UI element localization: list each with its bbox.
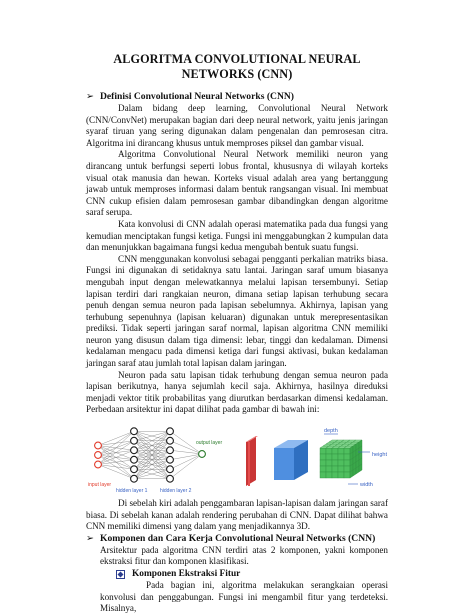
network-edge [98, 465, 134, 479]
cube-cell [344, 454, 350, 460]
network-node [131, 475, 138, 482]
figure-caption: Di sebelah kiri adalah penggambaran lapisan-lapisan dalam jaringan saraf biasa. Di sebelah kanan adalah rendering perubahan di CNN. Dapat dilihat bahwa CNN memiliki dimensi yang dalam yang menjadikannya 3D. [86, 498, 388, 532]
network-edge [98, 431, 134, 455]
cube-cell [344, 448, 350, 454]
section-heading-text: Komponen dan Cara Kerja Convolutional Neural Networks (CNN) [100, 532, 376, 544]
square-bullet-icon [116, 570, 125, 579]
network-node [167, 456, 174, 463]
cube-cell [320, 460, 326, 466]
cube-cell [332, 448, 338, 454]
output-layer-label: output layer [196, 440, 223, 447]
cube-cell [320, 466, 326, 472]
network-node [131, 437, 138, 444]
network-edge [170, 454, 202, 479]
network-node [167, 447, 174, 454]
cube-cell [332, 454, 338, 460]
cube-cell [332, 460, 338, 466]
network-edge [98, 460, 134, 465]
hidden-layer-2-label: hidden layer 2 [160, 488, 192, 495]
network-node [95, 461, 102, 468]
network-edge [98, 441, 134, 465]
cube-cell [326, 472, 332, 478]
cube-cell [338, 448, 344, 454]
input-volume-icon [246, 436, 258, 486]
section-heading-text: Definisi Convolutional Neural Networks (CNN) [100, 91, 295, 102]
cube-cell [332, 472, 338, 478]
arrow-bullet-icon: ➢ [86, 532, 95, 544]
cube-cell [338, 460, 344, 466]
network-edge [170, 454, 202, 469]
network-node [131, 466, 138, 473]
cube-cell [320, 472, 326, 478]
network-node [167, 475, 174, 482]
paragraph: Dalam bidang deep learning, Convolutional Neural Network (CNN/ConvNet) merupakan bagian dari deep neural network, yaitu jenis jaringan syaraf tiruan yang sering digunakan dalam pengenalan dan pemrosesan citra. Algoritma ini dirancang khusus untuk memproses piksel dan gambar visual. [86, 103, 388, 148]
network-edge [98, 431, 134, 445]
height-label: height [372, 452, 387, 459]
cube-cell [320, 454, 326, 460]
network-node [131, 456, 138, 463]
cube-cell [344, 460, 350, 466]
cube-cell [326, 460, 332, 466]
network-node [95, 452, 102, 459]
neural-network-diagram [86, 422, 236, 494]
paragraph: Algoritma Convolutional Neural Network memiliki neuron yang dirancang untuk berfungsi seperti lobus frontal, khususnya di wilayah korteks visual otak manusia dan hewan. Korteks visual adalah area yang bertanggung jawab untuk memproses informasi dalam bentuk rangsangan visual. Ini membuat CNN cukup efisien dalam pemrosesan gambar dibandingkan dengan algoritme saraf serupa. [86, 149, 388, 218]
network-node [131, 428, 138, 435]
cube-cell [326, 466, 332, 472]
section-heading-definition [86, 91, 388, 103]
paragraph: Kata konvolusi di CNN adalah operasi matematika pada dua fungsi yang kemudian menciptakan fungsi ketiga. Fungsi ini menggabungkan 2 kumpulan data dan menunjukkan bagaimana fungsi kedua mengubah bentuk suatu fungsi. [86, 218, 388, 253]
conv-volume-icon [274, 440, 308, 480]
network-node [167, 428, 174, 435]
subsection-heading-feature-extraction [86, 568, 388, 580]
network-edge [170, 454, 202, 460]
cnn-volume-diagram [238, 422, 388, 494]
input-layer-label: input layer [88, 482, 112, 489]
document-title: ALGORITMA CONVOLUTIONAL NEURAL NETWORKS (CNN) [113, 52, 361, 81]
depth-label: depth [324, 428, 338, 435]
network-node [167, 437, 174, 444]
cube-cell [338, 454, 344, 460]
width-label: width [360, 482, 373, 489]
network-node [131, 447, 138, 454]
network-node [95, 442, 102, 449]
network-edge [98, 465, 134, 470]
paragraph: Arsitektur pada algoritma CNN terdiri atas 2 komponen, yakni komponen ekstraksi fitur dan komponen klasifikasi. [100, 544, 388, 567]
cube-cell [344, 466, 350, 472]
subsection-heading-text: Komponen Ekstraksi Fitur [132, 569, 241, 579]
cube-cell [338, 466, 344, 472]
cube-cell [326, 448, 332, 454]
cube-cell [326, 454, 332, 460]
paragraph: CNN menggunakan konvolusi sebagai pengganti perkalian matriks biasa. Fungsi ini digunakan di setidaknya satu lantai. Jaringan saraf umum biasanya mengubah input dengan melewatkannya melalui lapisan tersembunyi. Setiap lapisan terdiri dari rangkaian neuron, dimana setiap lapisan terhubung secara penuh dengan semua neuron pada lapisan sebelumnya. Akhirnya, lapisan yang terhubung sepenuhnya (lapisan keluaran) digunakan untuk merepresentasikan prediksi. Tidak seperti jaringan saraf normal, lapisan algoritma CNN memiliki neuron yang disusun dalam tiga dimensi: lebar, tinggi dan kedalaman. Dimensi kedalaman mengacu pada dimensi ketiga dari fungsi aktivasi, bukan kedalaman jaringan saraf atau jumlah total lapisan dalam jaringan. [86, 253, 388, 369]
paragraph: Pada bagian ini, algoritma melakukan serangkaian operasi konvolusi dan penggabungan. Fungsi ini mengambil fitur yang terdeteksi. Misalnya, [100, 580, 388, 614]
paragraph: Neuron pada satu lapisan tidak terhubung dengan semua neuron pada lapisan berikutnya, hanya sejumlah kecil saja. Akhirnya, hasilnya direduksi menjadi vektor titik probabilitas yang diurutkan berdasarkan dimensi kedalaman. Perbedaan arsitektur ini dapat dilihat pada gambar di bawah ini: [86, 369, 388, 415]
arrow-bullet-icon: ➢ [86, 91, 95, 102]
cube-cell [332, 466, 338, 472]
output-volume-icon [320, 440, 362, 478]
cube-cell [344, 472, 350, 478]
architecture-figure [86, 422, 388, 494]
cube-cell [320, 448, 326, 454]
cube-cell [338, 472, 344, 478]
network-node [199, 451, 206, 458]
section-heading-components [86, 533, 388, 545]
network-node [167, 466, 174, 473]
hidden-layer-1-label: hidden layer 1 [116, 488, 148, 495]
network-edge [98, 431, 134, 464]
